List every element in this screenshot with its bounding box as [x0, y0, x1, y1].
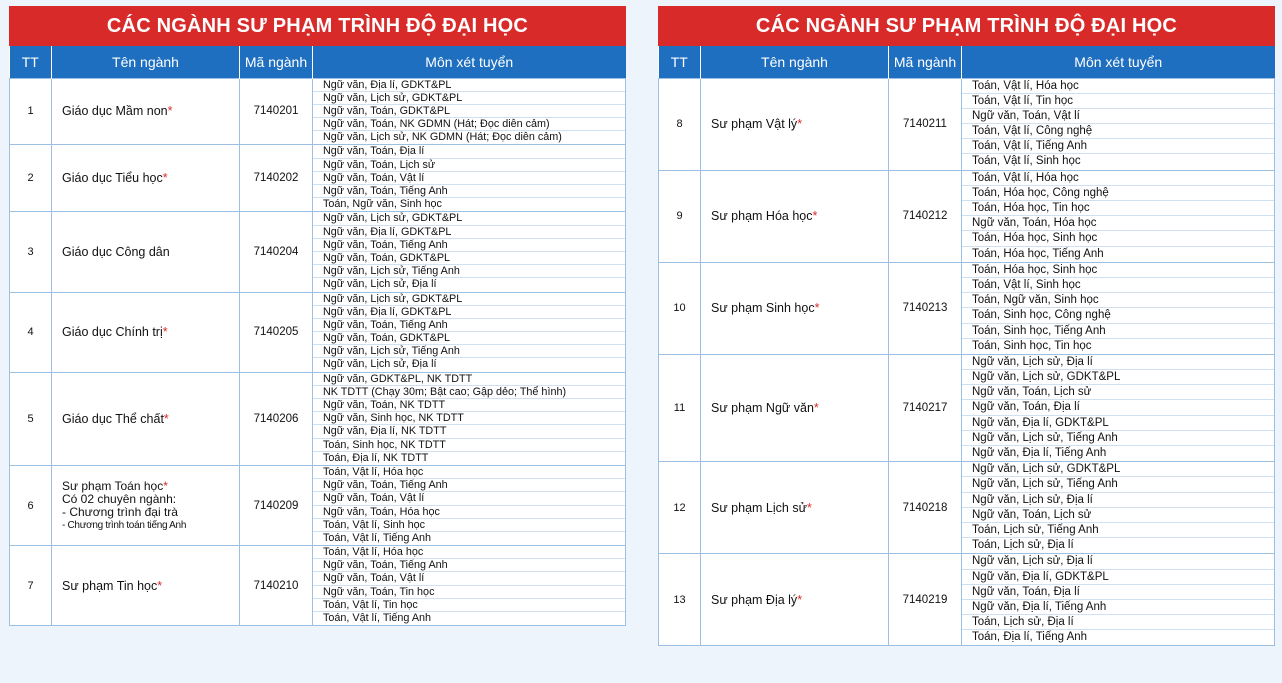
subject-combination: Ngữ văn, Toán, Tiếng Anh	[313, 319, 625, 332]
major-code: 7140210	[240, 546, 313, 626]
row-number: 11	[659, 354, 701, 461]
subject-combinations	[962, 354, 1275, 461]
row-number: 3	[10, 212, 52, 292]
major-name	[711, 593, 802, 607]
required-star: *	[797, 592, 803, 607]
major-name-cell	[701, 262, 889, 354]
major-name-cell	[52, 292, 240, 372]
subject-combination: Ngữ văn, Toán, GDKT&PL	[313, 105, 625, 118]
subject-combination: Toán, Vật lí, Tiếng Anh	[962, 139, 1274, 154]
major-code: 7140205	[240, 292, 313, 372]
subject-combination: Ngữ văn, Lịch sử, GDKT&PL	[962, 462, 1274, 477]
major-note: Có 02 chuyên ngành:	[62, 491, 177, 506]
header-major-code: Mã ngành	[240, 46, 313, 78]
subject-combination: Toán, Địa lí, Tiếng Anh	[972, 631, 1088, 644]
subject-combination: Ngữ văn, Địa lí, Tiếng Anh	[962, 600, 1274, 615]
major-name-text: Giáo dục Chính trị	[62, 325, 163, 340]
major-name-text: Sư phạm Vật lý	[711, 117, 798, 132]
majors-table	[658, 46, 1275, 646]
major-code: 7140212	[889, 170, 962, 262]
major-name	[711, 209, 817, 223]
row-number: 2	[10, 145, 52, 212]
row-number: 6	[10, 465, 52, 545]
subject-combination: Toán, Vật lí, Hóa học	[962, 171, 1274, 186]
major-name-cell	[701, 170, 889, 262]
subject-combination: Ngữ văn, Toán, Hóa học	[313, 506, 625, 519]
major-name-text: Sư phạm Sinh học	[711, 301, 815, 316]
header-subjects: Môn xét tuyển	[962, 46, 1275, 78]
major-name-cell	[52, 372, 240, 465]
required-star: *	[806, 500, 812, 515]
major-name-cell	[701, 354, 889, 461]
major-name-cell	[52, 546, 240, 626]
major-code: 7140209	[240, 465, 313, 545]
admissions-table-left	[9, 6, 626, 626]
table-row	[10, 465, 626, 545]
subject-combinations	[962, 262, 1275, 354]
required-star: *	[814, 301, 820, 316]
major-name-text: Giáo dục Thể chất	[62, 411, 164, 426]
subject-combination: Toán, Lịch sử, Địa lí	[972, 539, 1074, 552]
subject-combination: Toán, Vật lí, Tin học	[962, 94, 1274, 109]
major-code: 7140219	[889, 554, 962, 646]
subject-combinations	[962, 78, 1275, 170]
major-name	[62, 579, 162, 593]
row-number: 10	[659, 262, 701, 354]
major-code: 7140204	[240, 212, 313, 292]
major-note: - Chương trình đại trà	[62, 504, 178, 519]
subject-combination: Ngữ văn, Toán, Địa lí	[962, 585, 1274, 600]
major-name-cell	[52, 465, 240, 545]
subject-combination: Toán, Vật lí, Hóa học	[962, 79, 1274, 94]
subject-combination: Ngữ văn, Địa lí, Tiếng Anh	[972, 447, 1107, 459]
table-row	[659, 262, 1275, 354]
admissions-table-right	[658, 6, 1275, 646]
table-row	[659, 462, 1275, 554]
subject-combinations	[313, 546, 626, 626]
subject-combination: Ngữ văn, Lịch sử, Tiếng Anh	[313, 345, 625, 358]
table-row	[10, 78, 626, 145]
required-star: *	[167, 104, 173, 119]
table-body	[659, 78, 1275, 646]
subject-combination: Ngữ văn, Toán, Vật lí	[313, 172, 625, 185]
row-number: 7	[10, 546, 52, 626]
required-star: *	[797, 117, 803, 132]
subject-combination: Ngữ văn, Toán, GDKT&PL	[313, 332, 625, 345]
subject-combinations	[962, 170, 1275, 262]
subject-combinations	[962, 554, 1275, 646]
row-number: 12	[659, 462, 701, 554]
subject-combinations	[313, 145, 626, 212]
header-major-code: Mã ngành	[889, 46, 962, 78]
subject-combination: Ngữ văn, Địa lí, GDKT&PL	[313, 226, 625, 239]
table-row	[659, 554, 1275, 646]
major-name-cell	[52, 212, 240, 292]
subject-combination: Ngữ văn, Toán, Vật lí	[313, 572, 625, 585]
row-number: 9	[659, 170, 701, 262]
major-name	[62, 245, 170, 259]
subject-combination: Ngữ văn, Toán, Lịch sử	[962, 508, 1274, 523]
subject-combination: Toán, Lịch sử, Địa lí	[962, 615, 1274, 630]
subject-combination: Ngữ văn, Lịch sử, Địa lí	[323, 278, 437, 291]
subject-combination: Ngữ văn, Địa lí, GDKT&PL	[962, 570, 1274, 585]
header-major-name: Tên ngành	[701, 46, 889, 78]
subject-combinations	[313, 465, 626, 545]
subject-combination: Ngữ văn, Toán, Địa lí	[962, 400, 1274, 415]
subject-combination: Ngữ văn, Toán, Lịch sử	[962, 385, 1274, 400]
subject-combination: Ngữ văn, Toán, Vật lí	[313, 492, 625, 505]
subject-combination: Ngữ văn, Lịch sử, Địa lí	[962, 355, 1274, 370]
subject-combinations	[962, 462, 1275, 554]
header-tt: TT	[10, 46, 52, 78]
required-star: *	[812, 209, 818, 224]
table-body	[10, 78, 626, 626]
subject-combination: Ngữ văn, Lịch sử, GDKT&PL	[313, 92, 625, 105]
major-name	[62, 325, 168, 339]
table-header-row	[10, 46, 626, 78]
subject-combination: Toán, Lịch sử, Tiếng Anh	[962, 523, 1274, 538]
subject-combination: Ngữ văn, Lịch sử, GDKT&PL	[313, 293, 625, 306]
subject-combination: Toán, Vật lí, Tiếng Anh	[323, 612, 432, 624]
row-number: 8	[659, 78, 701, 170]
table-row	[10, 212, 626, 292]
required-star: *	[163, 478, 168, 493]
major-name	[711, 301, 819, 315]
subject-combination: Toán, Vật lí, Công nghệ	[962, 124, 1274, 139]
table-row	[659, 354, 1275, 461]
major-name-text: Giáo dục Mầm non	[62, 104, 168, 119]
subject-combination: Toán, Vật lí, Sinh học	[962, 278, 1274, 293]
subject-combination: Toán, Vật lí, Tin học	[313, 599, 625, 612]
required-star: *	[157, 578, 163, 593]
major-name-cell	[701, 554, 889, 646]
subject-combination: Ngữ văn, Lịch sử, Địa lí	[962, 493, 1274, 508]
subject-combination: Ngữ văn, Lịch sử, Địa lí	[323, 358, 437, 371]
table-title: CÁC NGÀNH SƯ PHẠM TRÌNH ĐỘ ĐẠI HỌC	[9, 6, 626, 46]
major-name-text: Sư phạm Lịch sử	[711, 500, 807, 515]
subject-combination: Ngữ văn, Toán, NK TDTT	[313, 399, 625, 412]
major-code: 7140217	[889, 354, 962, 461]
subject-combination: Ngữ văn, Lịch sử, NK GDMN (Hát; Đọc diễn cảm)	[323, 131, 562, 144]
subject-combination: Ngữ văn, Toán, Vật lí	[962, 109, 1274, 124]
table-row	[659, 78, 1275, 170]
major-name	[62, 171, 168, 185]
major-name-text: Giáo dục Công dân	[62, 244, 170, 259]
major-name	[711, 401, 819, 415]
major-name	[62, 480, 239, 493]
subject-combination: Toán, Vật lí, Sinh học	[972, 155, 1081, 168]
subject-combination: Ngữ văn, Địa lí, GDKT&PL	[313, 79, 625, 92]
subject-combination: Toán, Sinh học, Công nghệ	[962, 308, 1274, 323]
subject-combination: Toán, Địa lí, NK TDTT	[323, 451, 429, 464]
row-number: 4	[10, 292, 52, 372]
subject-combination: Ngữ văn, Sinh học, NK TDTT	[313, 412, 625, 425]
subject-combination: Ngữ văn, Địa lí, GDKT&PL	[313, 306, 625, 319]
subject-combination: Ngữ văn, Toán, Địa lí	[313, 145, 625, 158]
subject-combination: Ngữ văn, GDKT&PL, NK TDTT	[313, 373, 625, 386]
majors-table	[9, 46, 626, 626]
subject-combination: Ngữ văn, Toán, Tiếng Anh	[313, 559, 625, 572]
subject-combination: Toán, Sinh học, NK TDTT	[313, 439, 625, 452]
subject-combinations	[313, 78, 626, 145]
major-name-text: Sư phạm Toán học	[62, 478, 164, 493]
subject-combinations	[313, 292, 626, 372]
subject-combination: Toán, Ngữ văn, Sinh học	[323, 198, 442, 211]
subject-combination: Toán, Sinh học, Tin học	[972, 339, 1092, 352]
required-star: *	[162, 325, 168, 340]
subject-combination: Ngữ văn, Lịch sử, Địa lí	[962, 554, 1274, 569]
row-number: 1	[10, 78, 52, 145]
subject-combination: Ngữ văn, Toán, Tiếng Anh	[313, 239, 625, 252]
subject-combination: Toán, Vật lí, Hóa học	[313, 466, 625, 479]
major-code: 7140201	[240, 78, 313, 145]
table-row	[10, 546, 626, 626]
header-major-name: Tên ngành	[52, 46, 240, 78]
table-header-row	[659, 46, 1275, 78]
subject-combination: Ngữ văn, Lịch sử, GDKT&PL	[962, 370, 1274, 385]
subject-combination: Toán, Ngữ văn, Sinh học	[962, 293, 1274, 308]
major-name	[711, 117, 802, 131]
required-star: *	[813, 401, 819, 416]
header-tt: TT	[659, 46, 701, 78]
subject-combination: Ngữ văn, Toán, Tiếng Anh	[313, 479, 625, 492]
table-row	[10, 145, 626, 212]
major-name-cell	[52, 145, 240, 212]
subject-combination: Toán, Vật lí, Sinh học	[313, 519, 625, 532]
subject-combination: NK TDTT (Chạy 30m; Bật cao; Gập dẻo; Thể hình)	[313, 386, 625, 399]
subject-combinations	[313, 372, 626, 465]
major-note: - Chương trình toán tiếng Anh	[62, 519, 187, 531]
subject-combination: Ngữ văn, Toán, Lịch sử	[313, 159, 625, 172]
subject-combination: Toán, Hóa học, Tiếng Anh	[972, 247, 1104, 260]
row-number: 5	[10, 372, 52, 465]
subject-combination: Toán, Sinh học, Tiếng Anh	[962, 324, 1274, 339]
subject-combinations	[313, 212, 626, 292]
major-name-text: Sư phạm Tin học	[62, 578, 158, 593]
subject-combination: Toán, Hóa học, Tin học	[962, 201, 1274, 216]
major-name-cell	[701, 78, 889, 170]
subject-combination: Ngữ văn, Toán, Hóa học	[962, 216, 1274, 231]
major-name	[62, 104, 172, 118]
subject-combination: Toán, Hóa học, Sinh học	[962, 231, 1274, 246]
subject-combination: Ngữ văn, Lịch sử, GDKT&PL	[313, 212, 625, 225]
subject-combination: Toán, Hóa học, Công nghệ	[962, 186, 1274, 201]
subject-combination: Ngữ văn, Toán, GDKT&PL	[313, 252, 625, 265]
table-row	[10, 372, 626, 465]
table-title: CÁC NGÀNH SƯ PHẠM TRÌNH ĐỘ ĐẠI HỌC	[658, 6, 1275, 46]
major-code: 7140213	[889, 262, 962, 354]
subject-combination: Ngữ văn, Lịch sử, Tiếng Anh	[962, 431, 1274, 446]
major-name-text: Giáo dục Tiểu học	[62, 171, 163, 186]
table-row	[10, 292, 626, 372]
major-name	[62, 412, 169, 426]
major-name	[711, 501, 812, 515]
header-subjects: Môn xét tuyển	[313, 46, 626, 78]
subject-combination: Toán, Vật lí, Tiếng Anh	[323, 531, 432, 544]
subject-combination: Ngữ văn, Toán, Tin học	[313, 586, 625, 599]
required-star: *	[163, 411, 169, 426]
required-star: *	[162, 171, 168, 186]
table-row	[659, 170, 1275, 262]
subject-combination: Ngữ văn, Địa lí, GDKT&PL	[962, 416, 1274, 431]
major-code: 7140206	[240, 372, 313, 465]
subject-combination: Ngữ văn, Toán, Tiếng Anh	[313, 185, 625, 198]
major-name-text: Sư phạm Ngữ văn	[711, 401, 814, 416]
subject-combination: Ngữ văn, Lịch sử, Tiếng Anh	[313, 265, 625, 278]
subject-combination: Toán, Hóa học, Sinh học	[962, 263, 1274, 278]
major-name-text: Sư phạm Địa lý	[711, 592, 798, 607]
major-name-cell	[52, 78, 240, 145]
major-name-cell	[701, 462, 889, 554]
subject-combination: Toán, Vật lí, Hóa học	[313, 546, 625, 559]
major-name-text: Sư phạm Hóa học	[711, 209, 813, 224]
subject-combination: Ngữ văn, Lịch sử, Tiếng Anh	[962, 477, 1274, 492]
row-number: 13	[659, 554, 701, 646]
major-code: 7140211	[889, 78, 962, 170]
subject-combination: Ngữ văn, Toán, NK GDMN (Hát; Đọc diễn cảm)	[313, 118, 625, 131]
major-code: 7140202	[240, 145, 313, 212]
subject-combination: Ngữ văn, Địa lí, NK TDTT	[313, 425, 625, 438]
major-code: 7140218	[889, 462, 962, 554]
